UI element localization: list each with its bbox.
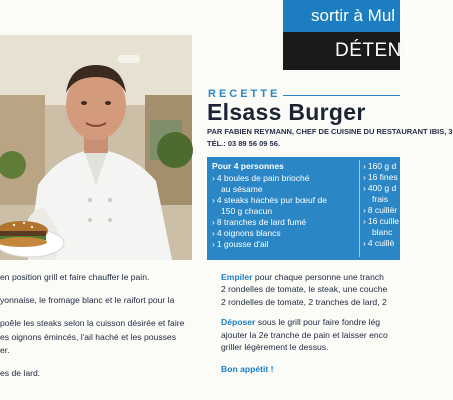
step-keyword-empiler: Empiler bbox=[221, 272, 253, 282]
ingredient-continuation: 150 g chacun bbox=[221, 206, 273, 216]
arrow-bullet-icon: › bbox=[363, 205, 366, 215]
step-paragraph bbox=[0, 367, 200, 380]
ingredients-divider bbox=[359, 160, 360, 257]
ingredient-item bbox=[363, 216, 423, 227]
step-line: poêle les steaks selon la cuisson désirée et faire bbox=[0, 318, 185, 329]
ingredient-item bbox=[212, 173, 362, 184]
ingredient-item bbox=[363, 238, 423, 249]
recipe-byline: PAR FABIEN REYMANN, CHEF DE CUISINE DU RESTAURANT IBIS, 3 bbox=[207, 127, 453, 136]
arrow-bullet-icon: › bbox=[212, 195, 215, 205]
ingredient-text: 4 oignons blancs bbox=[216, 228, 281, 238]
ingredient-item bbox=[212, 217, 362, 228]
steps-left-column bbox=[0, 271, 200, 380]
step-text: pour chaque personne une tranch bbox=[252, 272, 384, 282]
chef-photo bbox=[0, 35, 192, 260]
ingredient-item bbox=[363, 183, 423, 194]
ingredient-text: 4 steaks hachés pur bœuf de bbox=[216, 195, 327, 205]
section-label: sortir à Mul bbox=[311, 6, 396, 25]
section-banner bbox=[283, 0, 400, 32]
ingredient-continuation: blanc bbox=[372, 227, 393, 237]
ingredient-text: 1 gousse d'ail bbox=[216, 239, 269, 249]
arrow-bullet-icon: › bbox=[363, 172, 366, 182]
subsection-banner bbox=[283, 32, 414, 70]
arrow-bullet-icon: › bbox=[363, 216, 366, 226]
recipe-phone: TÉL.: 03 89 56 09 56. bbox=[207, 139, 280, 148]
ingredient-item bbox=[363, 205, 423, 216]
ingredient-text: 160 g d bbox=[367, 161, 397, 171]
steps-right-column bbox=[221, 271, 400, 376]
arrow-bullet-icon: › bbox=[363, 183, 366, 193]
step-text: griller légèrement le dessus. bbox=[221, 342, 329, 353]
ingredients-right-column bbox=[363, 161, 423, 249]
arrow-bullet-icon: › bbox=[212, 217, 215, 227]
arrow-bullet-icon: › bbox=[212, 173, 215, 183]
step-text: sous le grill pour faire fondre lég bbox=[255, 317, 381, 328]
arrow-bullet-icon: › bbox=[363, 238, 366, 248]
ingredient-text: 16 cuille bbox=[367, 216, 400, 226]
ingredient-item bbox=[212, 239, 362, 250]
step-line: es de lard. bbox=[0, 367, 41, 378]
closing-text: Bon appétit ! bbox=[221, 364, 274, 375]
ingredients-heading: Pour 4 personnes bbox=[212, 161, 284, 171]
ingredient-continuation: au sésame bbox=[221, 184, 263, 194]
ingredient-item bbox=[212, 195, 362, 206]
step-text: ajouter la 2e tranche de pain et laisser enco bbox=[221, 329, 388, 340]
ingredients-left-list bbox=[212, 173, 362, 250]
step-deposer bbox=[221, 316, 400, 353]
step-paragraph bbox=[0, 271, 200, 284]
ingredient-item bbox=[363, 172, 423, 183]
arrow-bullet-icon: › bbox=[363, 161, 366, 171]
arrow-bullet-icon: › bbox=[212, 228, 215, 238]
kicker-rule bbox=[283, 95, 400, 96]
ingredient-continuation: frais bbox=[372, 194, 389, 204]
step-line: en position grill et faire chauffer le pain. bbox=[0, 272, 150, 282]
arrow-bullet-icon: › bbox=[212, 239, 215, 249]
step-empiler bbox=[221, 271, 400, 308]
step-paragraph bbox=[0, 294, 200, 307]
ingredient-text: 400 g d bbox=[367, 183, 397, 193]
step-text: 2 rondelles de tomate, le steak, une couche bbox=[221, 284, 388, 295]
step-line: er. bbox=[0, 344, 10, 355]
step-keyword-deposer: Déposer bbox=[221, 317, 256, 328]
chef-photo-illustration bbox=[0, 35, 192, 260]
ingredients-left-column bbox=[212, 161, 362, 250]
ingredient-item bbox=[212, 228, 362, 239]
recipe-kicker: RECETTE bbox=[208, 88, 281, 100]
step-paragraph bbox=[0, 317, 200, 357]
ingredient-text: 8 cuillèr bbox=[367, 205, 398, 215]
ingredients-box bbox=[207, 157, 400, 260]
step-line: yonnaise, le fromage blanc et le raifort pour la bbox=[0, 295, 175, 306]
subsection-label: DÉTENT bbox=[335, 40, 414, 61]
ingredient-text: 4 boules de pain brioché bbox=[216, 173, 310, 183]
step-line: es oignons émincés, l'ail haché et les pousses bbox=[0, 331, 177, 342]
step-text: 2 rondelles de tomate, 2 tranches de lard, 2 bbox=[221, 296, 387, 307]
ingredient-text: 8 tranches de lard fumé bbox=[216, 217, 307, 227]
ingredients-right-list bbox=[363, 161, 423, 249]
recipe-title: Elsass Burger bbox=[207, 99, 366, 125]
ingredient-item bbox=[363, 161, 423, 172]
ingredient-text: 16 fines bbox=[367, 172, 398, 182]
ingredient-text: 4 cuillè bbox=[367, 238, 395, 248]
